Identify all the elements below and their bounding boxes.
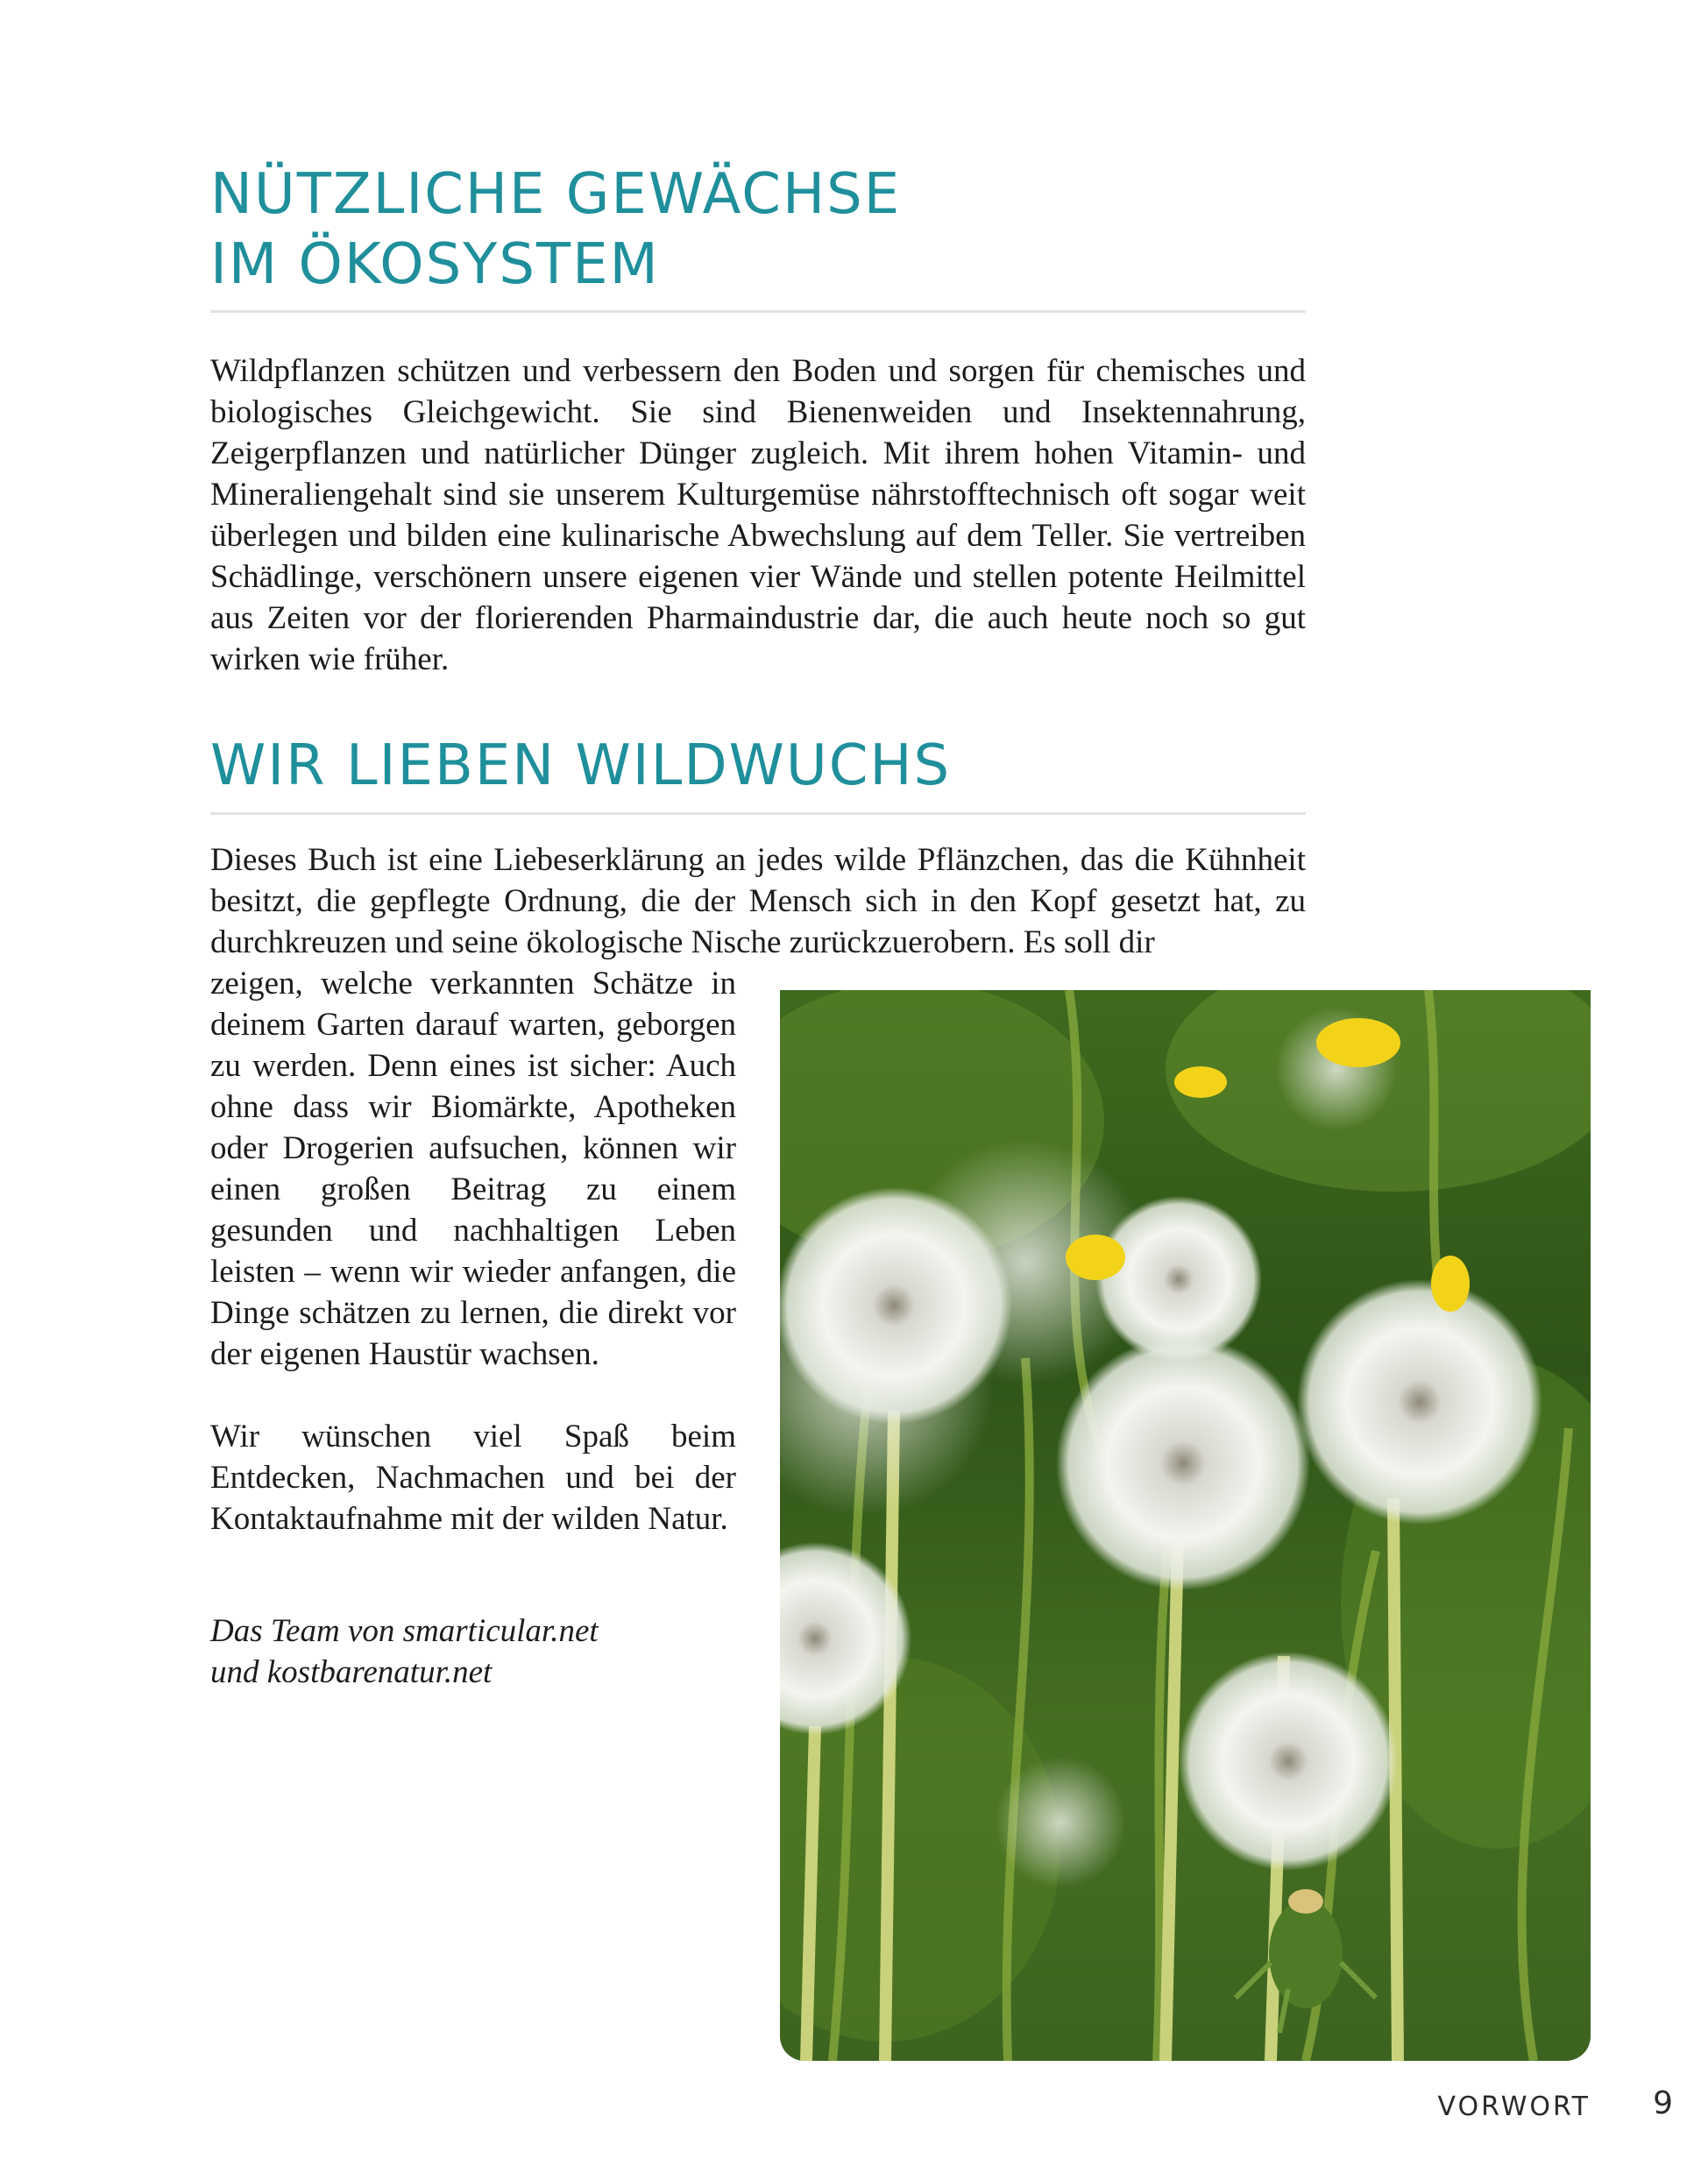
wildwuchs-paragraph-wide: [210, 839, 1306, 963]
signature-line-2: und kostbarenatur.net: [210, 1654, 493, 1690]
heading-line-1: NÜTZLICHE GEWÄCHSE: [210, 162, 902, 227]
section-heading-nuetzliche-gewaechse: [210, 159, 901, 300]
dandelion-photo: [780, 990, 1591, 2061]
paragraph-column: zeigen, welche verkannten Schätze in deinem Garten darauf warten, geborgen zu werden. Denn eines ist sicher: Auch ohne dass wir Biomärkte, Apotheken oder Drogerien aufsuchen, können wir einen großen Beitrag zu einem gesunden und nachhaltigen Leben leisten – wenn wir wieder anfangen, die Dinge schätzen zu lernen, die direkt vor der eigenen Haustür wachsen.: [210, 966, 736, 1372]
intro-paragraph: Wildpflanzen schützen und verbessern den Boden und sorgen für chemisches und biologisches Gleichgewicht. Sie sind Bienenweiden und Insektennahrung, Zeigerpflanzen und natürlicher Dünger zugleich. Mit ihrem hohen Vitamin- und Mineraliengehalt sind sie unserem Kulturgemüse nährstofftechnisch oft sogar weit überlegen und bilden eine kulinarische Abwechslung auf dem Teller. Sie vertreiben Schädlinge, verschönern unsere eigenen vier Wände und stellen potente Heilmittel aus Zeiten vor der florierenden Pharmaindustrie dar, die auch heute noch so gut wirken wie früher.: [210, 353, 1306, 677]
heading-divider: [210, 812, 1306, 815]
section-heading-wildwuchs: WIR LIEBEN WILDWUCHS: [210, 733, 952, 798]
page-number: 9: [1653, 2085, 1673, 2121]
wildwuchs-paragraph-column: [210, 963, 736, 1540]
heading-divider: [210, 310, 1306, 313]
signature: [210, 1610, 599, 1693]
paragraph-wide: Dieses Buch ist eine Liebeserklärung an jedes wilde Pflänzchen, das die Kühnheit besitzt, die gepflegte Ordnung, die der Mensch sich in den Kopf gesetzt hat, zu durchkreuzen und seine ökologische Nische zurückzuerobern. Es soll dir: [210, 842, 1306, 960]
heading-line-2: IM ÖKOSYSTEM: [210, 232, 660, 297]
footer-section-label: VORWORT: [1437, 2092, 1591, 2122]
intro-paragraph-block: [210, 350, 1306, 680]
closing-paragraph: Wir wünschen viel Spaß beim Entdecken, Nachmachen und bei der Kontaktaufnahme mit der wilden Natur.: [210, 1419, 736, 1537]
signature-line-1: Das Team von smarticular.net: [210, 1613, 599, 1649]
